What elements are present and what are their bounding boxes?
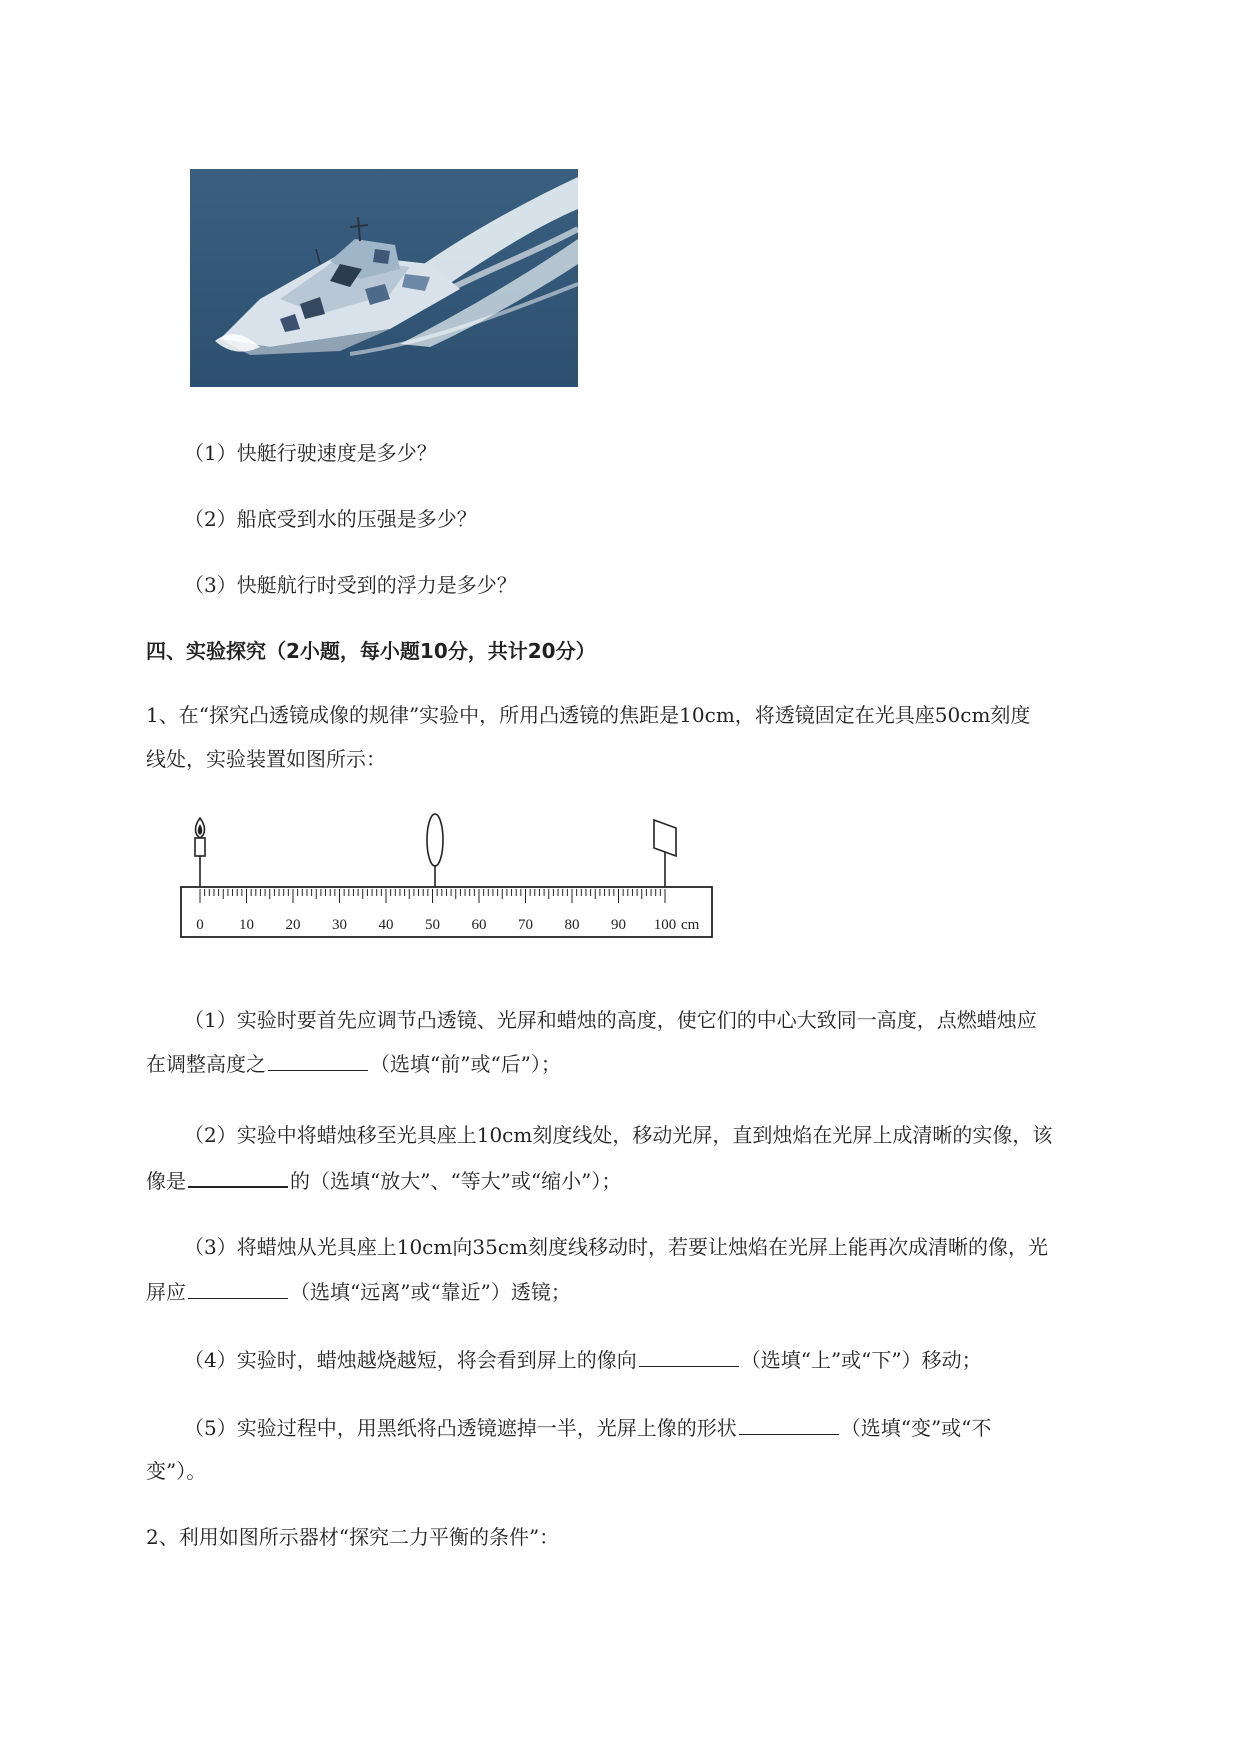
q1-part4-text-a: （4）实验时，蜡烛越烧越短，将会看到屏上的像向 <box>184 1348 637 1372</box>
ruler-tick-label: 10 <box>239 917 254 933</box>
ruler-tick-label: 80 <box>564 917 580 933</box>
q1-part4-answer-blank[interactable] <box>639 1344 739 1367</box>
prev-sub-question-3: （3）快艇航行时受到的浮力是多少？ <box>184 573 517 597</box>
screen-icon <box>654 820 676 887</box>
q1-part5-text-b: （选填“变”或“不 <box>840 1416 992 1440</box>
q1-part4-line <box>184 1344 982 1375</box>
ruler-tick-label: 100 <box>653 917 677 933</box>
lens-icon <box>427 814 443 887</box>
q1-part3-text-a: 屏应 <box>146 1280 186 1304</box>
q1-part3-answer-blank[interactable] <box>188 1276 288 1299</box>
ruler-tick-label: 60 <box>471 917 487 933</box>
q1-part2-line2 <box>146 1164 621 1196</box>
q1-part2-text-a: 像是 <box>146 1169 186 1193</box>
ruler-unit-label: cm <box>681 917 700 933</box>
q1-part5-line2: 变”）。 <box>146 1459 207 1483</box>
optical-bench-figure <box>178 812 715 940</box>
section-heading: 四、实验探究（2小题，每小题10分，共计20分） <box>146 639 596 663</box>
boat-photo <box>190 169 578 387</box>
ruler-tick-label: 70 <box>518 917 533 933</box>
q1-part2-text-b: 的（选填“放大”、“等大”或“缩小”）； <box>290 1169 622 1193</box>
ruler-tick-label: 90 <box>611 917 626 933</box>
candle-icon <box>195 818 205 887</box>
q1-part1-text-a: 在调整高度之 <box>146 1052 266 1076</box>
ruler-tick-label: 30 <box>332 917 347 933</box>
q1-part1-text-b: （选填“前”或“后”）； <box>370 1052 561 1076</box>
q1-part1-line1: （1）实验时要首先应调节凸透镜、光屏和蜡烛的高度，使它们的中心大致同一高度，点燃蜡烛应 <box>184 1008 1037 1032</box>
q1-part5-text-a: （5）实验过程中，用黑纸将凸透镜遮掉一半，光屏上像的形状 <box>184 1416 737 1440</box>
q1-part5-answer-blank[interactable] <box>739 1412 839 1435</box>
q1-stem-line1: 1、在“探究凸透镜成像的规律”实验中，所用凸透镜的焦距是10cm，将透镜固定在光具座50cm刻度 <box>146 703 1031 727</box>
prev-sub-question-2: （2）船底受到水的压强是多少？ <box>184 507 477 531</box>
ruler-tick-label: 40 <box>378 917 394 933</box>
q1-part2-line1: （2）实验中将蜡烛移至光具座上10cm刻度线处，移动光屏，直到烛焰在光屏上成清晰的实像，该 <box>184 1123 1053 1147</box>
q1-part4-text-b: （选填“上”或“下”）移动； <box>740 1348 982 1372</box>
q1-stem-line2: 线处，实验装置如图所示： <box>146 747 386 771</box>
q1-part5-line1 <box>184 1412 991 1443</box>
ruler-tick-label: 20 <box>285 917 301 933</box>
q1-part1-answer-blank[interactable] <box>268 1048 368 1071</box>
q1-part3-text-b: （选填“远离”或“靠近”）透镜； <box>290 1280 571 1304</box>
q1-part3-line2 <box>146 1276 571 1307</box>
q1-part1-line2 <box>146 1048 561 1079</box>
q2-stem: 2、利用如图所示器材“探究二力平衡的条件”： <box>146 1525 560 1549</box>
ruler-tick-label: 50 <box>425 917 440 933</box>
prev-sub-question-1: （1）快艇行驶速度是多少？ <box>184 441 437 465</box>
q1-part3-line1: （3）将蜡烛从光具座上10cm向35cm刻度线移动时，若要让烛焰在光屏上能再次成清晰的像，光 <box>184 1235 1048 1259</box>
ruler-tick-label: 0 <box>196 917 204 933</box>
q1-part2-answer-blank[interactable] <box>188 1164 288 1188</box>
